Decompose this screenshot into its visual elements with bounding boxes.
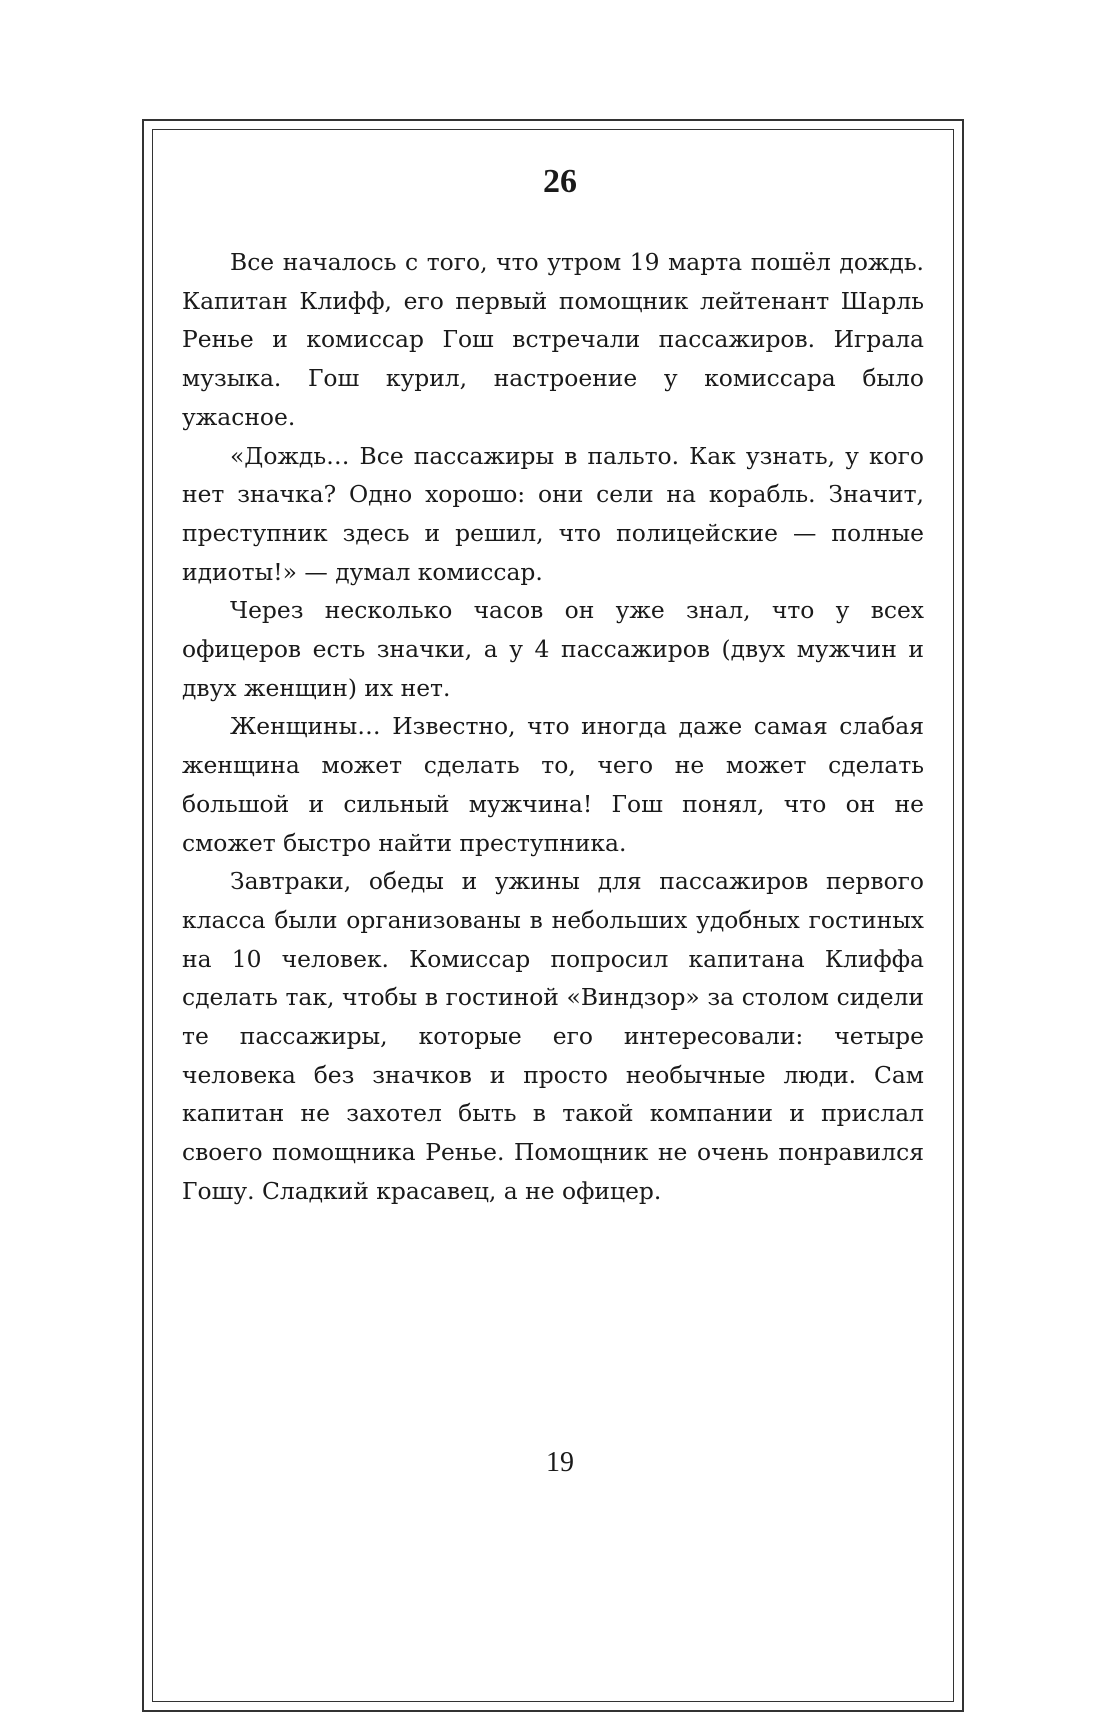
paragraph-2: «Дождь… Все пассажиры в пальто. Как узнать, у кого нет значка? Одно хорошо: они сели на корабль. Значит, преступник здесь и решил, что полицейские — полные идиоты!» — думал комиссар. (182, 441, 924, 586)
paragraph-4: Женщины… Известно, что иногда даже самая слабая женщина может сделать то, чего не может сделать большой и сильный мужчина! Гош понял, что он не сможет быстро найти преступника. (182, 712, 924, 857)
paragraph-5: Завтраки, обеды и ужины для пассажиров первого класса были организованы в небольших удобных гостиных на 10 человек. Комиссар попросил капитана Клиффа сделать так, чтобы в гостиной «Виндзор» за столом сидели те пассажиры, которые его интересовали: четыре человека без значков и просто необычные люди. Сам капитан не захотел быть в такой компании и прислал своего помощника Ренье. Помощник не очень понравился Гошу. Сладкий красавец, а не офицер. (182, 867, 924, 1205)
paragraph-1: Все началось с того, что утром 19 марта пошёл дождь. Капитан Клифф, его первый помощник лейтенант Шарль Ренье и комиссар Гош встречали пассажиров. Играла музыка. Гош курил, настроение у комиссара было ужасное. (182, 248, 924, 431)
chapter-text (182, 243, 924, 1211)
page-number: 19 (546, 1447, 574, 1478)
paragraph-3: Через несколько часов он уже знал, что у всех офицеров есть значки, а у 4 пассажиров (двух мужчин и двух женщин) их нет. (182, 596, 924, 702)
chapter-number: 26 (543, 163, 577, 200)
